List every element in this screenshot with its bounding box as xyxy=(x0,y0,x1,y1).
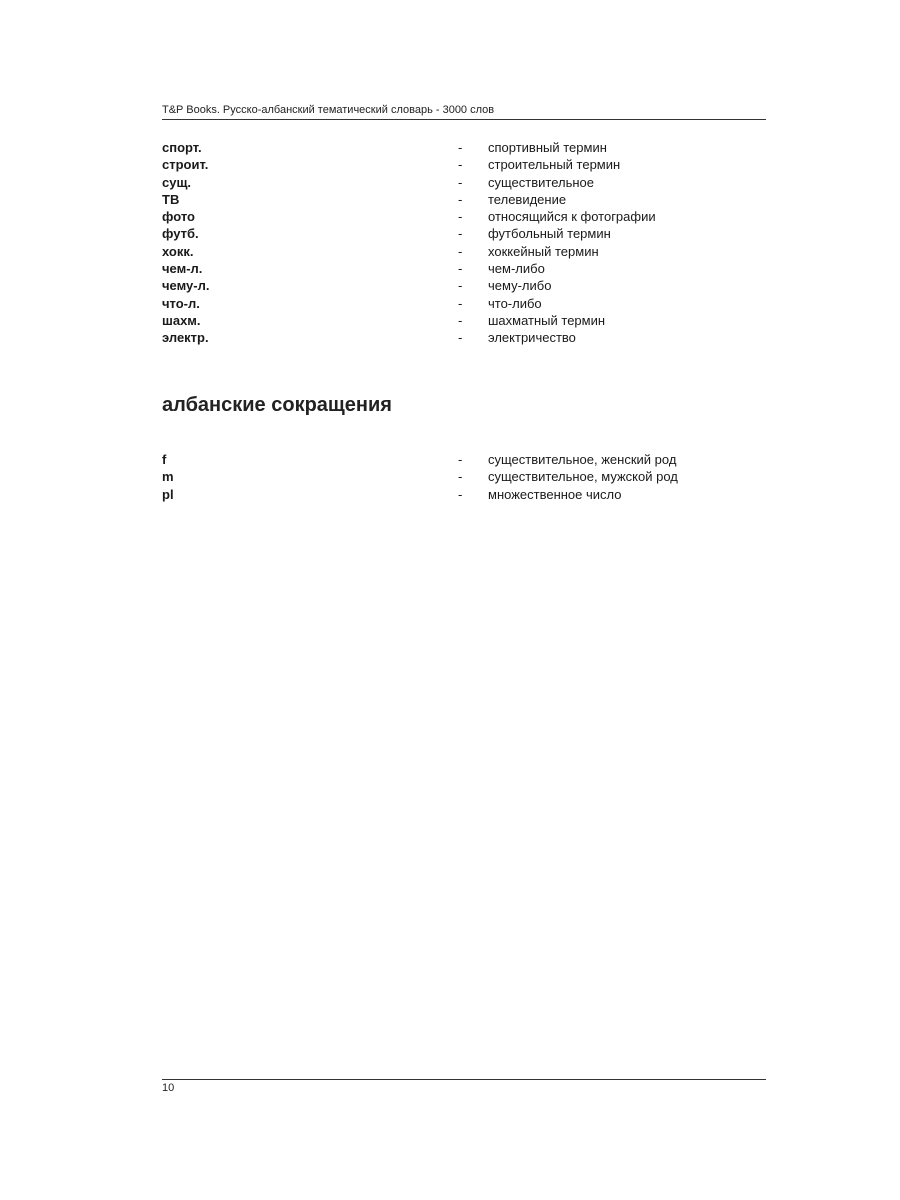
abbreviation-row xyxy=(162,451,766,468)
abbreviation-term: f xyxy=(162,452,167,467)
abbreviation-meaning: спортивный термин xyxy=(488,140,607,155)
abbreviation-dash: - xyxy=(458,486,463,502)
abbreviation-dash: - xyxy=(458,295,463,311)
abbreviation-term: m xyxy=(162,469,174,485)
abbreviation-meaning: чем-либо xyxy=(488,261,545,277)
abbreviation-meaning: чему-либо xyxy=(488,278,552,294)
abbreviation-row xyxy=(162,312,766,329)
abbreviation-meaning: существительное, мужской род xyxy=(488,469,678,485)
footer-rule xyxy=(162,1079,766,1080)
abbreviation-term: ТВ xyxy=(162,191,180,207)
abbreviation-meaning: строительный термин xyxy=(488,157,621,173)
abbreviation-term: чем-л. xyxy=(162,261,203,277)
abbreviation-row xyxy=(162,486,766,503)
abbreviation-term: сущ. xyxy=(162,174,192,190)
abbreviation-row xyxy=(162,260,766,277)
abbreviation-term: шахм. xyxy=(162,312,201,328)
abbreviation-term: фото xyxy=(162,209,195,225)
abbreviation-row xyxy=(162,139,766,156)
header-rule xyxy=(162,119,766,120)
abbreviation-term: строит. xyxy=(162,157,209,173)
abbreviation-dash: - xyxy=(458,312,463,328)
abbreviation-dash: - xyxy=(458,174,463,190)
abbreviation-meaning: электричество xyxy=(488,330,576,346)
section-heading: албанские сокращения xyxy=(162,394,392,416)
albanian-abbreviation-list xyxy=(162,451,766,503)
running-header: T&P Books. Русско-албанский тематический словарь - 3000 слов xyxy=(162,104,495,116)
abbreviation-dash: - xyxy=(458,226,463,242)
abbreviation-term: чему-л. xyxy=(162,278,210,294)
abbreviation-term: спорт. xyxy=(162,140,202,155)
abbreviation-dash: - xyxy=(458,140,463,155)
abbreviation-dash: - xyxy=(458,469,463,485)
abbreviation-row xyxy=(162,243,766,260)
abbreviation-dash: - xyxy=(458,278,463,294)
abbreviation-meaning: телевидение xyxy=(488,191,567,207)
abbreviation-row xyxy=(162,208,766,225)
abbreviation-dash: - xyxy=(458,191,463,207)
page-number: 10 xyxy=(162,1082,175,1094)
abbreviation-dash: - xyxy=(458,209,463,225)
abbreviation-term: что-л. xyxy=(162,295,200,311)
russian-abbreviation-list xyxy=(162,139,766,347)
abbreviation-meaning: шахматный термин xyxy=(488,312,606,328)
abbreviation-row xyxy=(162,468,766,485)
abbreviation-row xyxy=(162,225,766,242)
abbreviation-term: хокк. xyxy=(162,243,194,259)
abbreviation-dash: - xyxy=(458,452,463,467)
abbreviation-term: электр. xyxy=(162,330,209,346)
abbreviation-row xyxy=(162,191,766,208)
abbreviation-meaning: множественное число xyxy=(488,486,622,502)
abbreviation-row xyxy=(162,329,766,346)
abbreviation-meaning: что-либо xyxy=(488,295,542,311)
abbreviation-dash: - xyxy=(458,330,463,346)
abbreviation-row xyxy=(162,156,766,173)
abbreviation-meaning: хоккейный термин xyxy=(488,243,599,259)
abbreviation-term: футб. xyxy=(162,226,199,242)
abbreviation-row xyxy=(162,277,766,294)
abbreviation-meaning: относящийся к фотографии xyxy=(488,209,656,225)
abbreviation-meaning: футбольный термин xyxy=(488,226,611,242)
abbreviation-dash: - xyxy=(458,243,463,259)
abbreviation-row xyxy=(162,295,766,312)
abbreviation-meaning: существительное, женский род xyxy=(488,452,677,467)
abbreviation-dash: - xyxy=(458,261,463,277)
abbreviation-term: pl xyxy=(162,486,174,502)
abbreviation-dash: - xyxy=(458,157,463,173)
abbreviation-meaning: существительное xyxy=(488,174,595,190)
abbreviation-row xyxy=(162,174,766,191)
